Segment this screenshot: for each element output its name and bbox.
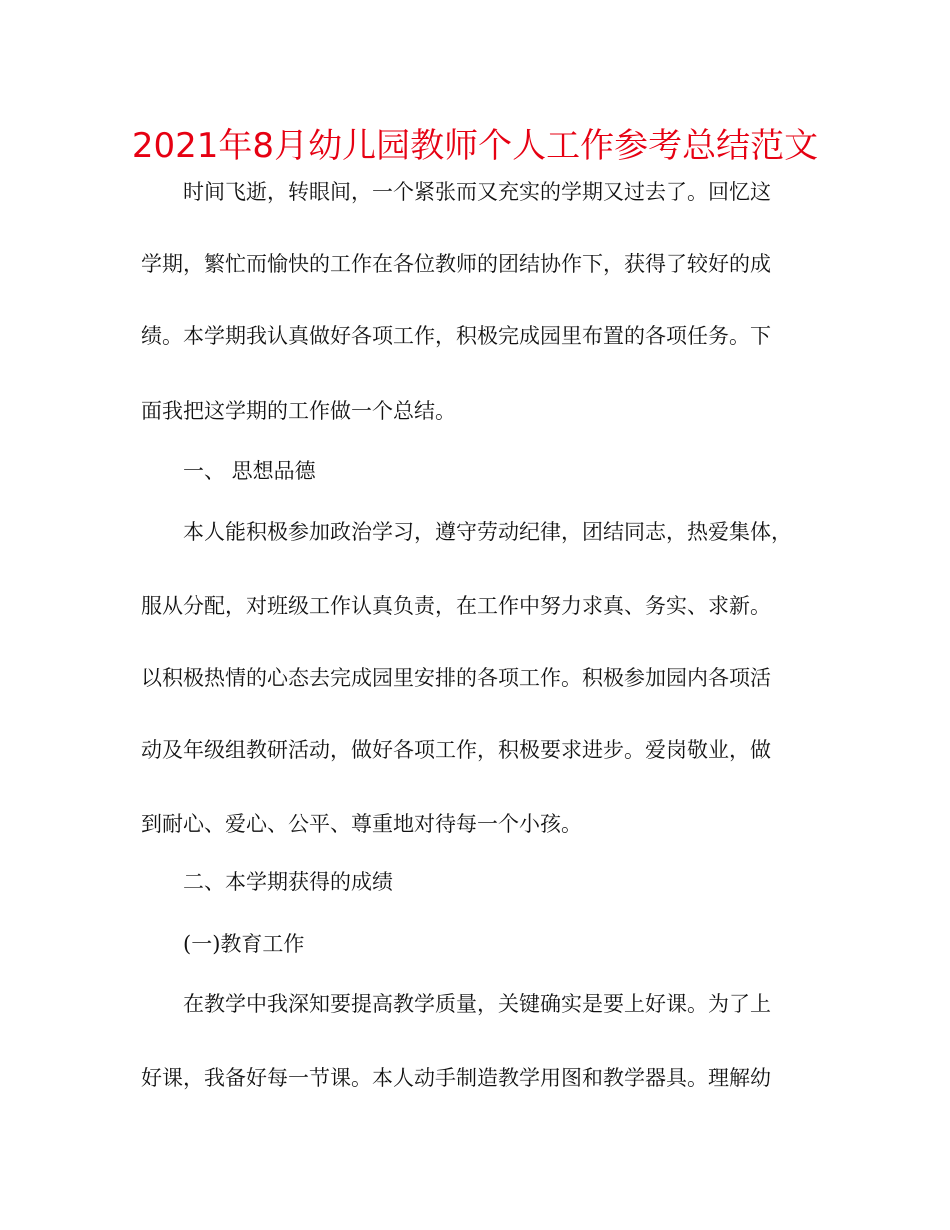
section-heading: 一、 思想品德 <box>183 459 316 483</box>
paragraph-line: 面我把这学期的工作做一个总结。 <box>141 399 456 423</box>
paragraph-line: 学期，繁忙而愉快的工作在各位教师的团结协作下，获得了较好的成 <box>141 252 771 276</box>
paragraph-line: 在教学中我深知要提高教学质量，关键确实是要上好课。为了上 <box>183 992 771 1016</box>
paragraph-line: 服从分配，对班级工作认真负责，在工作中努力求真、务实、求新。 <box>141 594 771 618</box>
paragraph-line: 时间飞逝，转眼间，一个紧张而又充实的学期又过去了。回忆这 <box>183 180 771 204</box>
paragraph-line: 到耐心、爱心、公平、尊重地对待每一个小孩。 <box>141 812 582 836</box>
paragraph-line: 绩。本学期我认真做好各项工作，积极完成园里布置的各项任务。下 <box>141 324 771 348</box>
paragraph-line: 以积极热情的心态去完成园里安排的各项工作。积极参加园内各项活 <box>141 666 771 690</box>
paragraph-line: 好课，我备好每一节课。本人动手制造教学用图和教学器具。理解幼 <box>141 1066 771 1090</box>
paragraph-line: 动及年级组教研活动，做好各项工作，积极要求进步。爱岗敬业，做 <box>141 738 771 762</box>
section-heading: 二、本学期获得的成绩 <box>183 870 393 894</box>
paragraph-line: 本人能积极参加政治学习，遵守劳动纪律，团结同志，热爱集体， <box>183 520 792 544</box>
document-title: 2021年8月幼儿园教师个人工作参考总结范文 <box>131 126 819 166</box>
subsection-heading: (一)教育工作 <box>183 932 305 956</box>
